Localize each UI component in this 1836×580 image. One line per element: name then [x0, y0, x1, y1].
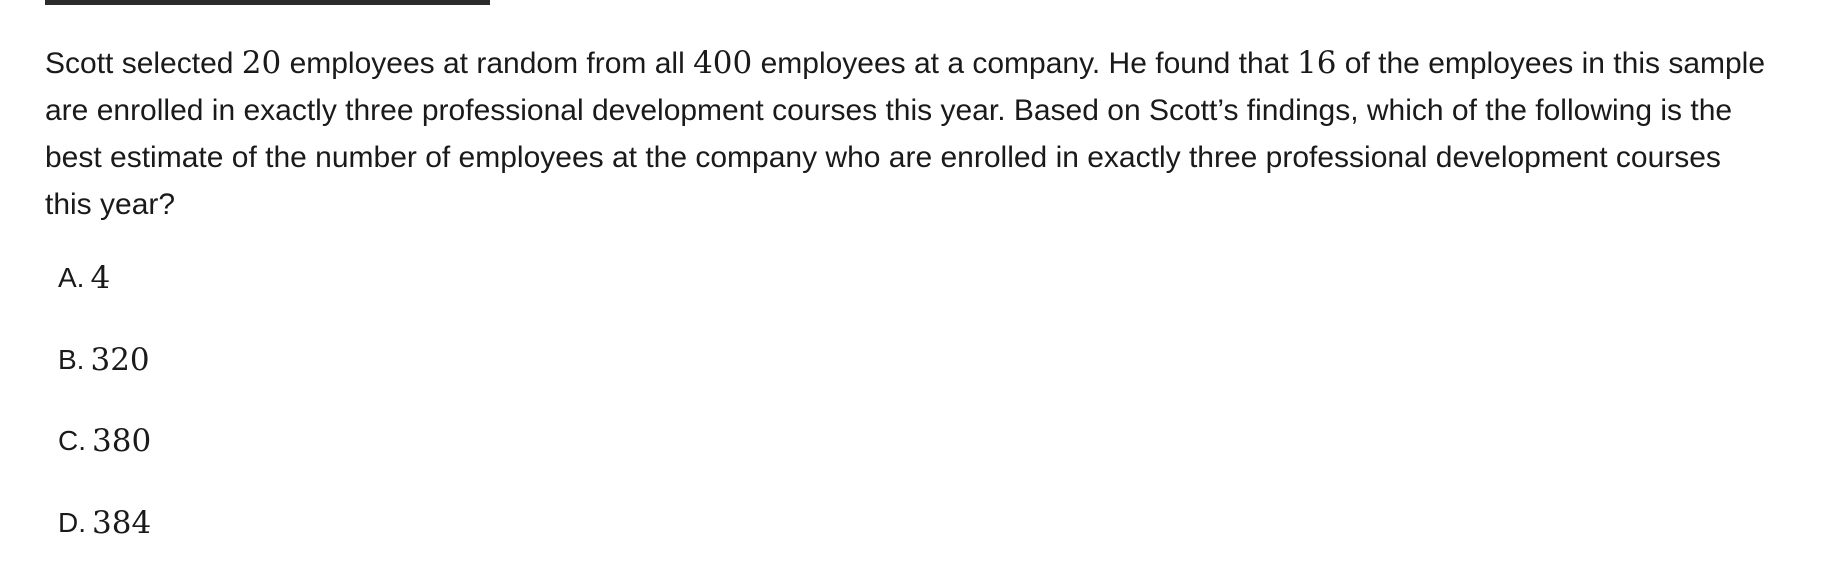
choice-value: 4: [90, 254, 110, 302]
population-value: 400: [693, 45, 752, 81]
choice-letter: D.: [58, 499, 86, 547]
choice-d[interactable]: [58, 499, 151, 580]
choice-value: 380: [92, 417, 151, 465]
count-value: 16: [1297, 45, 1336, 81]
answer-choices: [58, 254, 151, 580]
choice-b[interactable]: [58, 336, 151, 418]
question-text: [45, 40, 1775, 228]
choice-letter: B.: [58, 336, 84, 384]
choice-value: 320: [90, 336, 149, 384]
choice-a[interactable]: [58, 254, 151, 336]
choice-letter: C.: [58, 417, 86, 465]
choice-value: 384: [92, 499, 151, 547]
choice-c[interactable]: [58, 417, 151, 499]
question-part-1: Scott selected: [45, 47, 242, 80]
question-part-2: employees at random from all: [281, 47, 693, 80]
choice-letter: A.: [58, 254, 84, 302]
question-part-3: employees at a company. He found that: [752, 47, 1297, 80]
top-divider-bar: [45, 0, 490, 5]
question-part-4: of the employees in this sample are enrolled in exactly three professional development courses this year. Based on Scott’s findings, which of the following is the best estimate of the number of employees at the company who are enrolled in exactly three professional development courses this year?: [45, 47, 1765, 221]
sample-size-value: 20: [242, 45, 281, 81]
